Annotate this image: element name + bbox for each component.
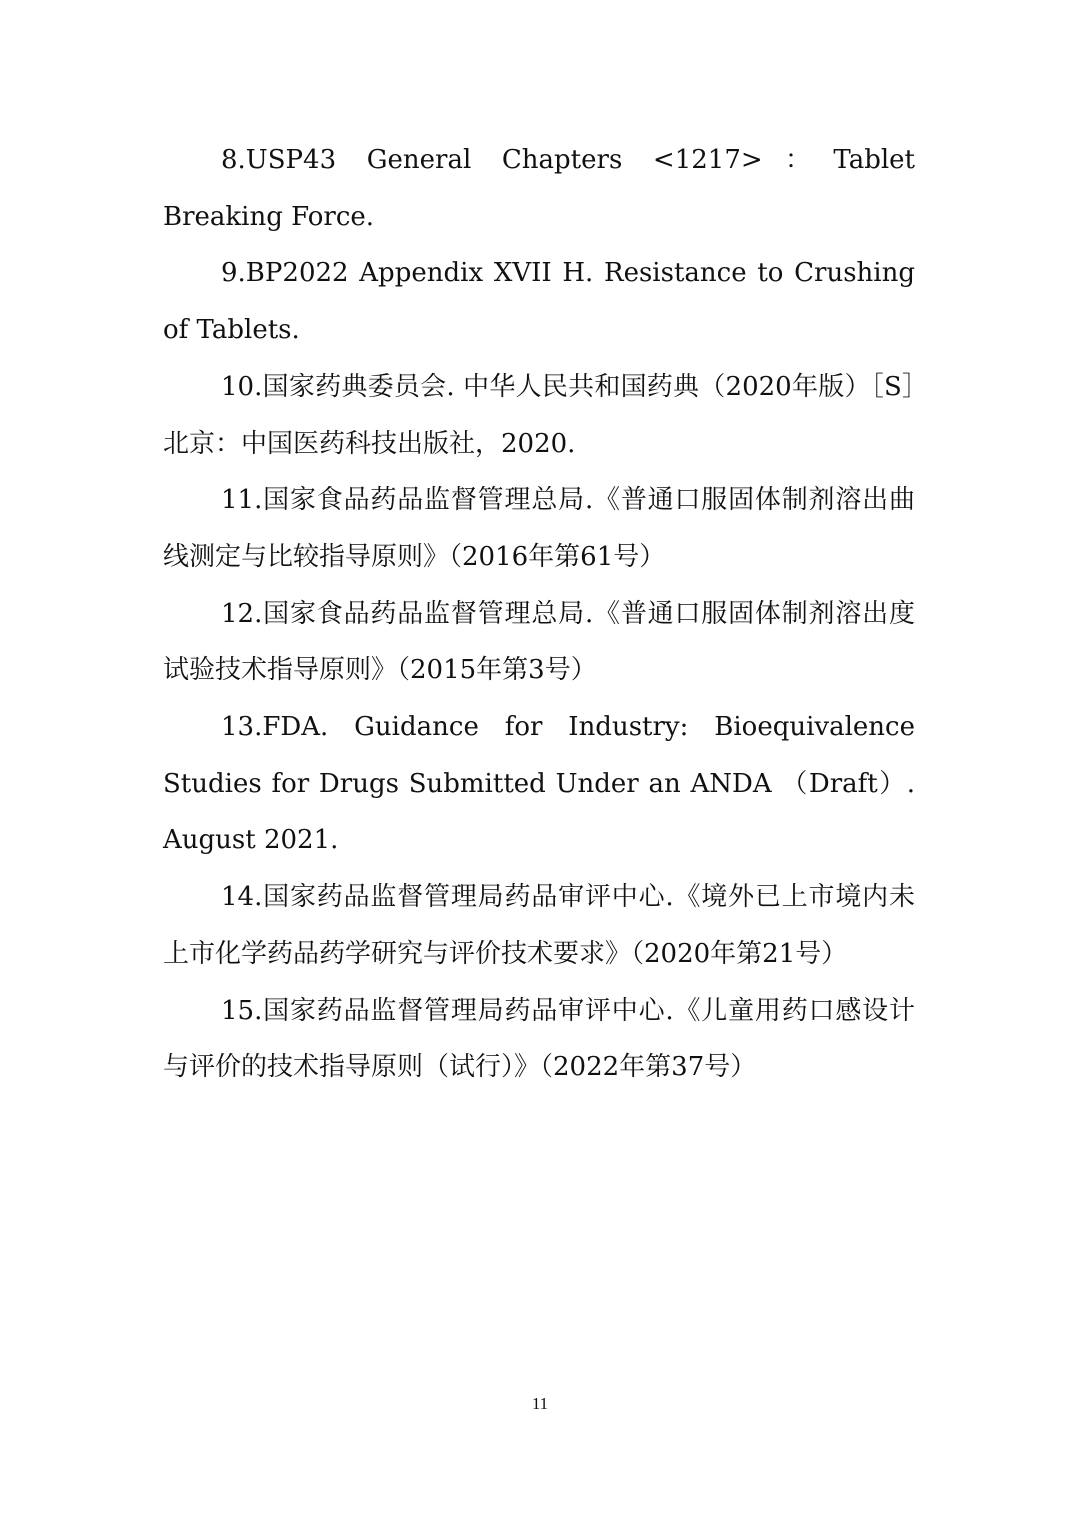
reference-item-8: 8.USP43 General Chapters <1217>：Tablet Breaking Force. [163,145,915,232]
reference-item-10: 10.国家药典委员会. 中华人民共和国药典（2020年版）［S］北京：中国医药科技出版社，2020. [163,371,915,459]
reference-item-14: 14.国家药品监督管理局药品审评中心.《境外已上市境内未上市化学药品药学研究与评价技术要求》（2020年第21号） [163,882,915,969]
reference-item-15: 15.国家药品监督管理局药品审评中心.《儿童用药口感设计与评价的技术指导原则（试行）》（2022年第37号） [163,995,915,1083]
reference-item-12: 12.国家食品药品监督管理总局.《普通口服固体制剂溶出度试验技术指导原则》（2015年第3号） [163,598,915,686]
reference-list [163,132,915,1096]
page-number: 11 [531,1394,549,1413]
reference-item-11: 11.国家食品药品监督管理总局.《普通口服固体制剂溶出曲线测定与比较指导原则》（2016年第61号） [163,485,915,572]
reference-item-9: 9.BP2022 Appendix XVII H. Resistance to Crushing of Tablets. [163,258,915,346]
reference-item-13: 13.FDA. Guidance for Industry: Bioequivalence Studies for Drugs Submitted Under an ANDA （Draft）. August 2021. [163,712,915,856]
